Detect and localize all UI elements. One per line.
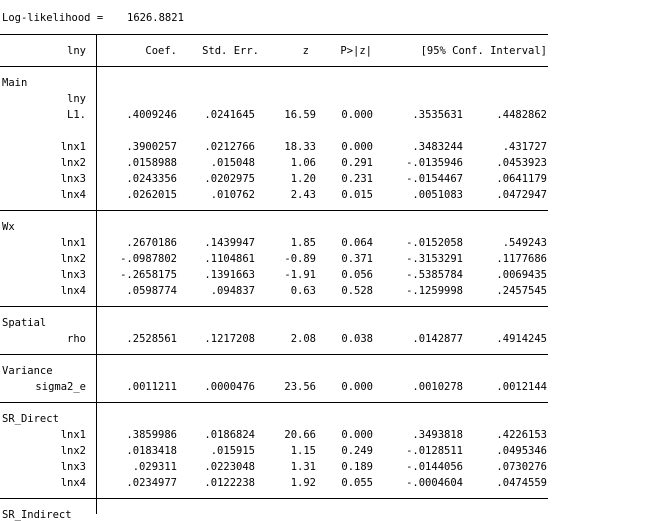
main-subheading: lny (67, 93, 86, 105)
row-z: 2.43 (290, 189, 316, 201)
row-ci-low: -.0144056 (406, 461, 463, 473)
row-label: rho (67, 333, 86, 345)
loglik-value: 1626.8821 (127, 12, 184, 24)
header-se: Std. Err. (202, 45, 259, 57)
row-ci-high: .2457545 (496, 285, 547, 297)
row-label: lnx3 (60, 173, 86, 185)
row-coef: .3859986 (126, 429, 177, 441)
row-ci-low: -.0128511 (406, 445, 463, 457)
header-rule (0, 66, 548, 67)
section-rule-sr-direct (0, 402, 548, 403)
row-ci-high: .0069435 (496, 269, 547, 281)
row-coef: .0158988 (126, 157, 177, 169)
row-ci-low: .0051083 (412, 189, 463, 201)
row-z: 23.56 (284, 381, 316, 393)
row-coef: .0234977 (126, 477, 177, 489)
row-label: lnx1 (60, 237, 86, 249)
row-ci-high: .0453923 (496, 157, 547, 169)
row-ci-low: .0010278 (412, 381, 463, 393)
header-dep: lny (67, 45, 86, 57)
row-coef: -.2658175 (120, 269, 177, 281)
row-coef: .029311 (132, 461, 177, 473)
row-coef: .2528561 (126, 333, 177, 345)
section-variance: Variance (2, 365, 53, 377)
row-label: lnx4 (60, 477, 86, 489)
row-p: 0.528 (341, 285, 373, 297)
row-ci-high: .4914245 (496, 333, 547, 345)
row-ci-low: -.0154467 (406, 173, 463, 185)
row-ci-high: .0474559 (496, 477, 547, 489)
row-coef: .0262015 (126, 189, 177, 201)
section-sr-indirect: SR_Indirect (2, 509, 72, 521)
row-label: sigma2_e (35, 381, 86, 393)
row-p: 0.055 (341, 477, 373, 489)
section-sr-direct: SR_Direct (2, 413, 59, 425)
row-se: .1391663 (204, 269, 255, 281)
row-label: lnx4 (60, 285, 86, 297)
row-coef: .4009246 (126, 109, 177, 121)
row-z: 1.06 (290, 157, 316, 169)
row-ci-high: .0495346 (496, 445, 547, 457)
loglik-label: Log-likelihood = (2, 12, 104, 24)
row-z: 1.85 (290, 237, 316, 249)
row-ci-high: .1177686 (496, 253, 547, 265)
row-ci-low: -.3153291 (406, 253, 463, 265)
row-z: 1.92 (290, 477, 316, 489)
row-ci-high: .0012144 (496, 381, 547, 393)
row-z: -0.89 (284, 253, 316, 265)
row-ci-low: -.0135946 (406, 157, 463, 169)
row-ci-high: .0641179 (496, 173, 547, 185)
row-coef: .0183418 (126, 445, 177, 457)
row-p: 0.371 (341, 253, 373, 265)
table-top-rule (0, 34, 548, 35)
section-wx: Wx (2, 221, 15, 233)
row-se: .015915 (210, 445, 255, 457)
row-p: 0.249 (341, 445, 373, 457)
row-ci-low: -.5385784 (406, 269, 463, 281)
row-p: 0.189 (341, 461, 373, 473)
section-rule-sr-indirect (0, 498, 548, 499)
row-p: 0.231 (341, 173, 373, 185)
row-label: lnx1 (60, 141, 86, 153)
row-ci-high: .549243 (502, 237, 547, 249)
row-ci-low: .0142877 (412, 333, 463, 345)
row-se: .0122238 (204, 477, 255, 489)
section-rule-wx (0, 210, 548, 211)
row-coef: -.0987802 (120, 253, 177, 265)
row-p: 0.000 (341, 141, 373, 153)
row-ci-high: .431727 (502, 141, 547, 153)
row-label: lnx2 (60, 253, 86, 265)
row-se: .0212766 (204, 141, 255, 153)
row-ci-low: .3535631 (412, 109, 463, 121)
row-z: 20.66 (284, 429, 316, 441)
row-p: 0.000 (341, 429, 373, 441)
row-label: lnx2 (60, 445, 86, 457)
row-label: lnx1 (60, 429, 86, 441)
row-se: .0223048 (204, 461, 255, 473)
row-ci-low: -.0004604 (406, 477, 463, 489)
row-label: lnx3 (60, 461, 86, 473)
section-rule-spatial (0, 306, 548, 307)
row-p: 0.291 (341, 157, 373, 169)
row-label: L1. (67, 109, 86, 121)
row-coef: .0011211 (126, 381, 177, 393)
row-se: .015048 (210, 157, 255, 169)
row-se: .1217208 (204, 333, 255, 345)
section-main: Main (2, 77, 28, 89)
row-coef: .3900257 (126, 141, 177, 153)
row-p: 0.000 (341, 381, 373, 393)
row-label: lnx2 (60, 157, 86, 169)
row-p: 0.038 (341, 333, 373, 345)
section-rule-variance (0, 354, 548, 355)
row-se: .094837 (210, 285, 255, 297)
row-p: 0.015 (341, 189, 373, 201)
row-ci-high: .0730276 (496, 461, 547, 473)
row-p: 0.064 (341, 237, 373, 249)
row-z: 0.63 (290, 285, 316, 297)
header-p: P>|z| (340, 45, 372, 57)
row-ci-high: .4226153 (496, 429, 547, 441)
row-se: .1104861 (204, 253, 255, 265)
row-se: .0186824 (204, 429, 255, 441)
row-z: 1.15 (290, 445, 316, 457)
row-z: 16.59 (284, 109, 316, 121)
row-coef: .0243356 (126, 173, 177, 185)
section-spatial: Spatial (2, 317, 47, 329)
row-z: 1.31 (290, 461, 316, 473)
row-ci-low: .3493818 (412, 429, 463, 441)
row-se: .1439947 (204, 237, 255, 249)
row-ci-low: .3483244 (412, 141, 463, 153)
row-ci-high: .4482862 (496, 109, 547, 121)
row-coef: .0598774 (126, 285, 177, 297)
row-z: 18.33 (284, 141, 316, 153)
header-ci: [95% Conf. Interval] (420, 45, 547, 57)
row-se: .0000476 (204, 381, 255, 393)
row-p: 0.000 (341, 109, 373, 121)
row-coef: .2670186 (126, 237, 177, 249)
row-label: lnx3 (60, 269, 86, 281)
row-se: .010762 (210, 189, 255, 201)
row-z: 2.08 (290, 333, 316, 345)
header-coef: Coef. (145, 45, 177, 57)
row-z: -1.91 (284, 269, 316, 281)
row-p: 0.056 (341, 269, 373, 281)
row-ci-low: -.0152058 (406, 237, 463, 249)
row-ci-high: .0472947 (496, 189, 547, 201)
row-ci-low: -.1259998 (406, 285, 463, 297)
row-label: lnx4 (60, 189, 86, 201)
row-z: 1.20 (290, 173, 316, 185)
row-se: .0202975 (204, 173, 255, 185)
header-z: z (302, 45, 309, 57)
row-se: .0241645 (204, 109, 255, 121)
